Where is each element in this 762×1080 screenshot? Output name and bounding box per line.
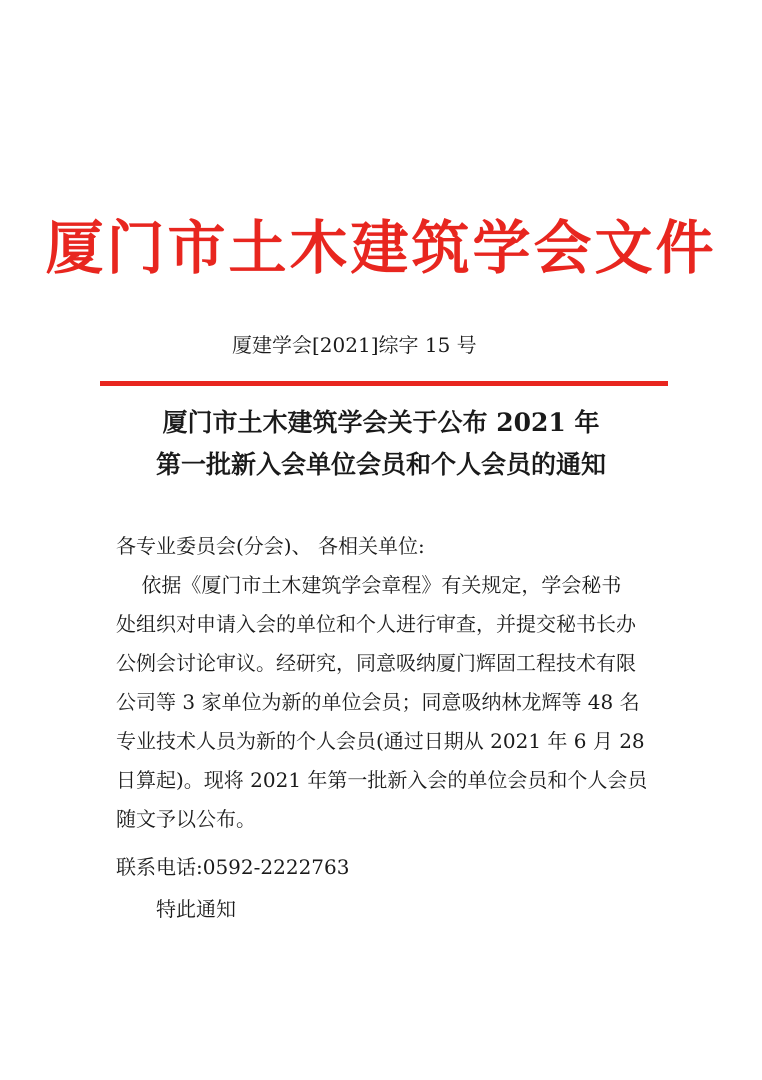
document-header-title: 厦门市土木建筑学会文件 [45,214,717,282]
document-number: 厦建学会[2021]综字 15 号 [232,333,477,357]
body-line: 随文予以公布。 [116,807,256,831]
notice-title-line-1: 厦门市土木建筑学会关于公布 2021 年 [162,408,600,437]
body-line: 依据《厦门市土木建筑学会章程》有关规定，学会秘书 [116,573,622,597]
body-line: 公司等 3 家单位为新的单位会员；同意吸纳林龙辉等 48 名 [116,690,640,714]
salutation: 各专业委员会(分会)、 各相关单位: [116,534,425,558]
body-line: 专业技术人员为新的个人会员(通过日期从 2021 年 6 月 28 [116,729,645,753]
notice-title-line-2: 第一批新入会单位会员和个人会员的通知 [155,450,606,479]
body-line: 日算起)。现将 2021 年第一批新入会的单位会员和个人会员 [116,768,648,792]
body-line: 处组织对申请入会的单位和个人进行审查，并提交秘书长办 [116,612,636,636]
notice-title [0,402,762,486]
body-paragraph [116,566,656,839]
header-red-divider [100,381,668,386]
body-line: 公例会讨论审议。经研究，同意吸纳厦门辉固工程技术有限 [116,651,636,675]
closing-remark: 特此通知 [156,897,236,921]
contact-phone: 联系电话:0592-2222763 [116,855,350,879]
